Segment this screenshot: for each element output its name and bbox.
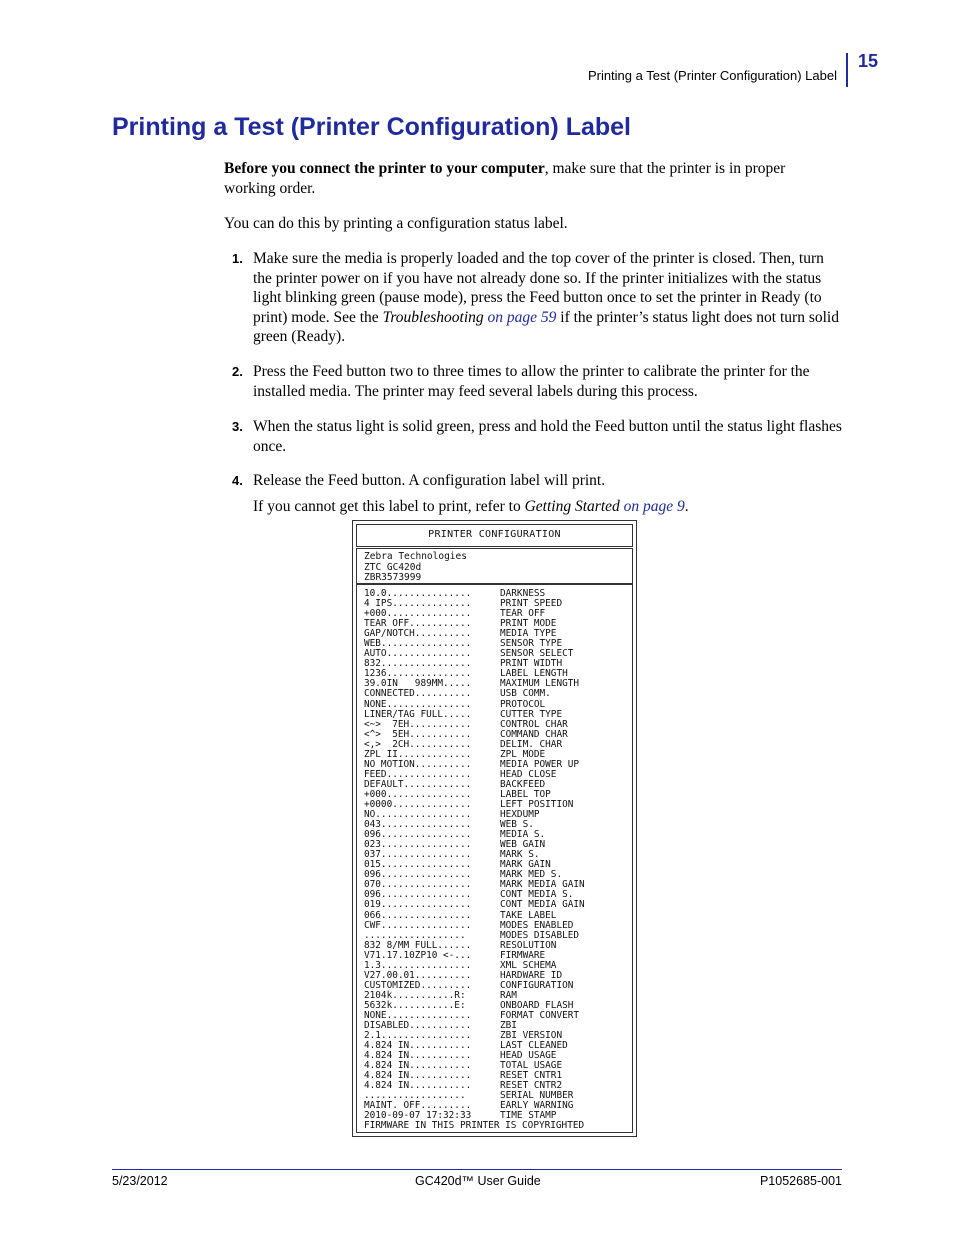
label-row-value: <~> 7EH........... xyxy=(364,718,472,730)
step-ref: Troubleshooting xyxy=(382,308,484,326)
label-row xyxy=(364,689,633,699)
page-link[interactable]: on page 59 xyxy=(487,308,557,326)
label-row-setting: DELIM. CHAR xyxy=(500,738,563,750)
step-text: Release the Feed button. A configuration label will print. xyxy=(253,472,606,489)
step-text: Press the Feed button two to three times to allow the printer to calibrate the printer for the installed media. The printer may feed several labels during this process. xyxy=(253,363,810,400)
step-1 xyxy=(232,249,842,347)
label-row-value: 4.824 IN........... xyxy=(364,1050,472,1062)
intro-bold: Before you connect the printer to your computer xyxy=(224,160,545,177)
label-row-value: CWF................ xyxy=(364,919,472,931)
label-row-setting: SENSOR TYPE xyxy=(500,638,563,650)
label-row-setting: MARK MED S. xyxy=(500,869,563,881)
label-row-value: NONE............... xyxy=(364,698,472,710)
step-2 xyxy=(232,362,842,401)
label-row-setting: CONTROL CHAR xyxy=(500,718,568,730)
label-row-value: 2010-09-07 17:32:33 xyxy=(364,1110,472,1122)
running-header-title: Printing a Test (Printer Configuration) Label xyxy=(587,68,837,83)
label-row-setting: COMMAND CHAR xyxy=(500,728,568,740)
label-row-value: DISABLED........... xyxy=(364,1020,472,1032)
label-ident-box xyxy=(356,548,633,585)
label-footer: FIRMWARE IN THIS PRINTER IS COPYRIGHTED xyxy=(364,1120,585,1132)
label-row-value: V27.00.01.......... xyxy=(364,969,472,981)
label-settings-box xyxy=(356,583,633,1133)
label-row-setting: RESOLUTION xyxy=(500,939,557,951)
label-row-setting: TOTAL USAGE xyxy=(500,1060,563,1072)
step-number: 2. xyxy=(232,364,243,379)
label-row-value: 015................ xyxy=(364,859,472,871)
label-row-setting: CONT MEDIA GAIN xyxy=(500,899,585,911)
label-row-setting: USB COMM. xyxy=(500,688,551,700)
label-row-value: 2.1................ xyxy=(364,1030,472,1042)
label-row-value: NO................. xyxy=(364,809,472,821)
label-row-setting: RESET CNTR2 xyxy=(500,1080,563,1092)
label-row-value: CUSTOMIZED......... xyxy=(364,979,472,991)
footer-date: 5/23/2012 xyxy=(112,1174,168,1188)
label-row-setting: DARKNESS xyxy=(500,588,546,599)
step-text: When the status light is solid green, press and hold the Feed button until the status light flashes once. xyxy=(253,418,842,455)
label-row-value: 4.824 IN........... xyxy=(364,1040,472,1052)
label-row-setting: RESET CNTR1 xyxy=(500,1070,563,1082)
label-row-value: 4.824 IN........... xyxy=(364,1070,472,1082)
step-number: 3. xyxy=(232,419,243,434)
label-ident-line: Zebra Technologies xyxy=(364,551,467,562)
configuration-label-image xyxy=(352,520,637,1137)
label-row-value: 1236............... xyxy=(364,668,472,680)
step-text: Make sure the media is properly loaded and the top cover of the printer is closed. Then, turn the printer power on if you have not already done so. If the printer initializes with the status light blinking green (pause mode), press the Feed button once to set the printer in Ready (to print) mode. See the xyxy=(253,250,824,326)
label-settings-list xyxy=(364,589,633,1132)
label-ident-line: ZBR3573999 xyxy=(364,572,422,583)
label-row-setting: MAXIMUM LENGTH xyxy=(500,678,580,690)
label-row-setting: WEB GAIN xyxy=(500,839,546,851)
label-row-setting: MEDIA POWER UP xyxy=(500,758,580,770)
label-row-setting: HARDWARE ID xyxy=(500,969,563,981)
label-row-value: MAINT. OFF......... xyxy=(364,1100,472,1112)
label-row-value: DEFAULT............ xyxy=(364,778,472,790)
label-row-setting: HEAD USAGE xyxy=(500,1050,557,1062)
step-note xyxy=(232,497,842,517)
label-ident-line: ZTC GC420d xyxy=(364,561,422,573)
label-row-setting: LAST CLEANED xyxy=(500,1040,568,1052)
label-row-value: 066................ xyxy=(364,909,472,921)
label-row-value: 39.0IN 989MM..... xyxy=(364,678,472,690)
footer-part-number: P1052685-001 xyxy=(759,1174,842,1188)
label-row-setting: XML SCHEMA xyxy=(500,959,557,971)
label-row-value: 096................ xyxy=(364,829,472,841)
label-row-value: 019................ xyxy=(364,899,472,911)
label-row-value: 096................ xyxy=(364,869,472,881)
label-row xyxy=(364,900,633,910)
label-row-value: AUTO............... xyxy=(364,648,472,660)
label-row-setting: MEDIA S. xyxy=(500,829,546,841)
step-4 xyxy=(232,471,842,491)
label-row-setting: TEAR OFF xyxy=(500,608,546,620)
label-row-setting: FIRMWARE xyxy=(500,949,546,961)
label-row-value: WEB................ xyxy=(364,638,472,650)
label-row-setting: WEB S. xyxy=(500,819,534,831)
label-row-value: 10.0............... xyxy=(364,588,472,599)
step-text-end: if the printer’s status light does not turn solid green (Ready). xyxy=(253,308,839,345)
label-row-value: 5632k...........E: xyxy=(364,999,466,1011)
label-row-value: +000............... xyxy=(364,788,472,800)
label-row-setting: EARLY WARNING xyxy=(500,1100,574,1112)
label-row-value: 037................ xyxy=(364,849,472,861)
label-row-value: NO MOTION.......... xyxy=(364,758,472,770)
header-divider xyxy=(846,53,848,87)
note-end: . xyxy=(684,498,689,515)
label-row-value: 2104k...........R: xyxy=(364,989,466,1001)
label-row-value: 043................ xyxy=(364,819,472,831)
label-row-setting: PRINT SPEED xyxy=(500,598,563,610)
label-row-setting: CONFIGURATION xyxy=(500,979,574,991)
label-row-value: 4.824 IN........... xyxy=(364,1060,472,1072)
page-title: Printing a Test (Printer Configuration) Label xyxy=(112,113,631,141)
label-row-value: 832 8/MM FULL...... xyxy=(364,939,472,951)
label-row-value: +0000.............. xyxy=(364,798,472,810)
label-row-value: 4.824 IN........... xyxy=(364,1080,472,1092)
label-row-setting: FORMAT CONVERT xyxy=(500,1009,580,1021)
label-row-setting: SERIAL NUMBER xyxy=(500,1090,574,1102)
label-row-setting: SENSOR SELECT xyxy=(500,648,574,660)
label-row-value: 832................ xyxy=(364,658,472,670)
label-row-value: .................. xyxy=(364,1090,472,1102)
label-row-setting: ZBI xyxy=(500,1020,517,1032)
label-title: PRINTER CONFIGURATION xyxy=(356,524,633,547)
label-row-setting: MARK MEDIA GAIN xyxy=(500,879,585,891)
label-row-setting: ZPL MODE xyxy=(500,748,546,760)
label-row-value: V71.17.10ZP10 <-... xyxy=(364,949,472,961)
intro-paragraph xyxy=(224,159,840,199)
label-row-setting: PRINT WIDTH xyxy=(500,658,563,670)
step-3 xyxy=(232,417,842,456)
label-row-setting: MEDIA TYPE xyxy=(500,628,557,640)
label-row-setting: CUTTER TYPE xyxy=(500,708,563,720)
label-row-setting: ZBI VERSION xyxy=(500,1030,563,1042)
label-row-setting: ONBOARD FLASH xyxy=(500,999,574,1011)
label-row-value: 4 IPS.............. xyxy=(364,598,472,610)
note-ref: Getting Started xyxy=(524,498,620,515)
label-row-value: 023................ xyxy=(364,839,472,851)
label-row-value: 070................ xyxy=(364,879,472,891)
label-row-setting: MARK S. xyxy=(500,849,540,861)
page-number: 15 xyxy=(858,51,879,71)
label-row-setting: LEFT POSITION xyxy=(500,798,574,810)
step-number: 1. xyxy=(232,251,243,266)
label-row-value: 1.3................ xyxy=(364,959,472,971)
label-row-setting: LABEL TOP xyxy=(500,788,551,800)
label-row-setting: HEAD CLOSE xyxy=(500,768,557,780)
label-row-value: +000............... xyxy=(364,608,472,620)
label-row-setting: RAM xyxy=(500,989,517,1001)
label-row-value: NONE............... xyxy=(364,1009,472,1021)
footer-guide: GC420d™ User Guide xyxy=(415,1174,541,1188)
label-row-value: LINER/TAG FULL..... xyxy=(364,708,472,720)
label-row-setting: BACKFEED xyxy=(500,778,546,790)
label-row-value: <^> 5EH........... xyxy=(364,728,472,740)
label-row-value: GAP/NOTCH.......... xyxy=(364,628,472,640)
label-row-setting: PROTOCOL xyxy=(500,698,546,710)
label-row-value: FEED............... xyxy=(364,768,472,780)
label-row-setting: TIME STAMP xyxy=(500,1110,557,1122)
label-row-setting: MODES DISABLED xyxy=(500,929,580,941)
intro-rest: , make sure that the printer is in proper working order. xyxy=(224,160,786,197)
page-link[interactable]: on page 9 xyxy=(623,498,685,515)
label-row-setting: CONT MEDIA S. xyxy=(500,889,574,901)
step-number: 4. xyxy=(232,473,243,488)
footer-divider xyxy=(112,1169,842,1170)
label-row-value: ZPL II............. xyxy=(364,748,472,760)
label-row-setting: PRINT MODE xyxy=(500,618,557,630)
label-row-setting: MARK GAIN xyxy=(500,859,551,871)
label-row-setting: MODES ENABLED xyxy=(500,919,574,931)
label-row-setting: LABEL LENGTH xyxy=(500,668,568,680)
label-row-value: TEAR OFF........... xyxy=(364,618,472,630)
note-text: If you cannot get this label to print, refer to xyxy=(253,498,525,515)
label-row-value: CONNECTED.......... xyxy=(364,688,472,700)
intro-paragraph-2: You can do this by printing a configuration status label. xyxy=(224,215,568,232)
label-row-value: <,> 2CH........... xyxy=(364,738,472,750)
label-row-setting: HEXDUMP xyxy=(500,809,540,821)
label-row-setting: TAKE LABEL xyxy=(500,909,557,921)
label-row-value: 096................ xyxy=(364,889,472,901)
label-row-value: .................. xyxy=(364,929,472,941)
